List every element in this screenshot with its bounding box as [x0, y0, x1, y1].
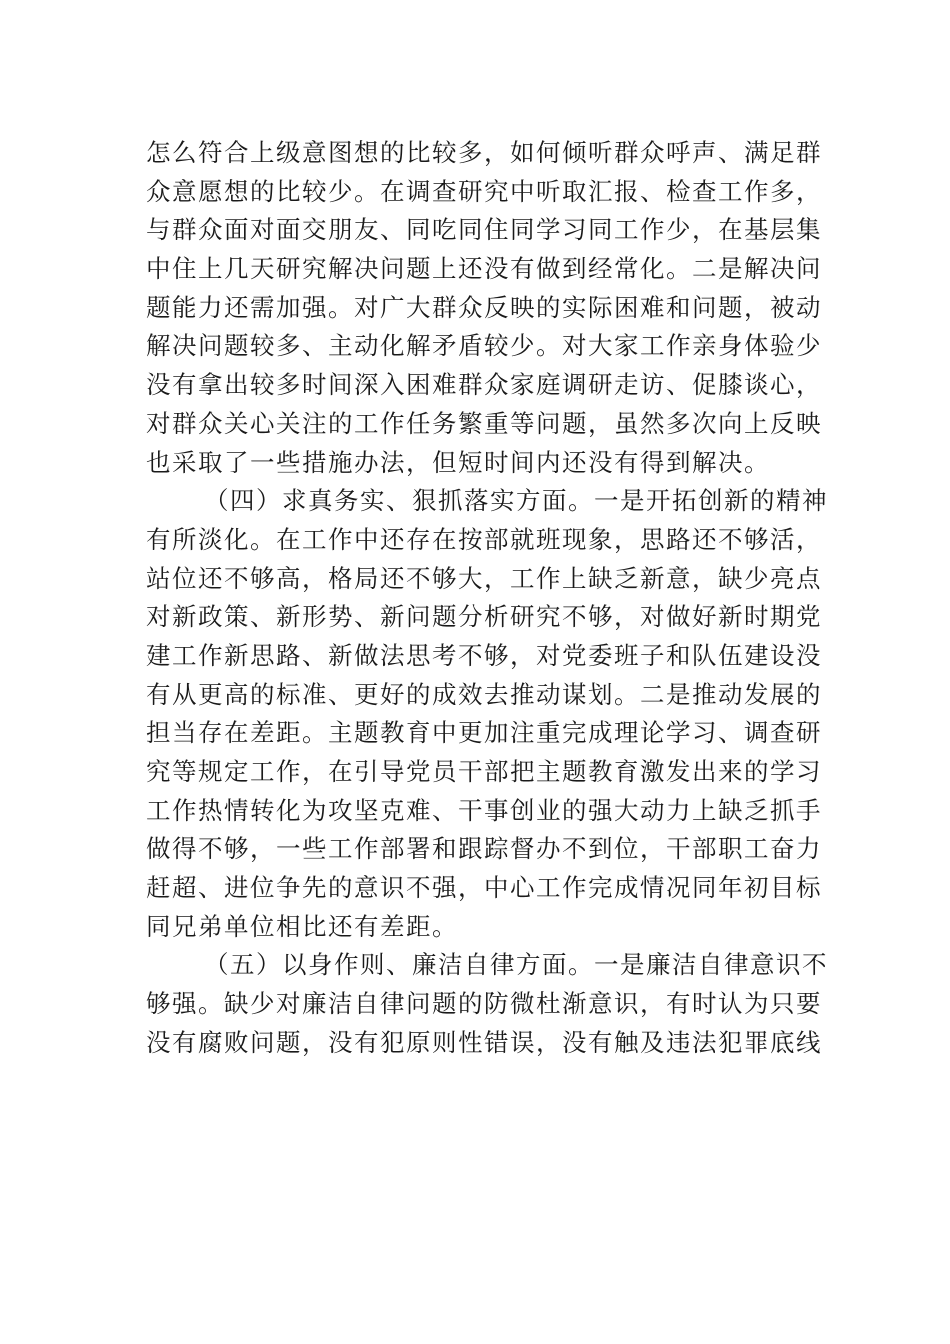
text-line: 解决问题较多、主动化解矛盾较少。对大家工作亲身体验少 [146, 331, 822, 361]
text-line: 没有腐败问题，没有犯原则性错误，没有触及违法犯罪底线 [146, 1027, 822, 1057]
text-line: 对群众关心关注的工作任务繁重等问题，虽然多次向上反映 [146, 408, 822, 438]
text-line: 工作热情转化为攻坚克难、干事创业的强大动力上缺乏抓手 [146, 795, 822, 825]
text-line: 没有拿出较多时间深入困难群众家庭调研走访、促膝谈心， [146, 370, 822, 400]
text-line: 对新政策、新形势、新问题分析研究不够，对做好新时期党 [146, 602, 822, 632]
document-body [146, 134, 828, 1063]
text-line: 有所淡化。在工作中还存在按部就班现象，思路还不够活， [146, 524, 822, 554]
text-line: 站位还不够高，格局还不够大，工作上缺乏新意，缺少亮点 [146, 563, 822, 593]
text-line: 题能力还需加强。对广大群众反映的实际困难和问题，被动 [146, 292, 822, 322]
text-line: 怎么符合上级意图想的比较多，如何倾听群众呼声、满足群 [146, 138, 822, 167]
text-line: 也采取了一些措施办法，但短时间内还没有得到解决。 [146, 447, 770, 477]
text-line: 众意愿想的比较少。在调查研究中听取汇报、检查工作多， [146, 176, 822, 206]
text-line: 赶超、进位争先的意识不强，中心工作完成情况同年初目标 [146, 873, 822, 903]
text-line: 建工作新思路、新做法思考不够，对党委班子和队伍建设没 [146, 640, 822, 670]
paragraph-continuation [146, 134, 822, 482]
section-five-heading-line: （五）以身作则、廉洁自律方面。一是廉洁自律意识不 [204, 950, 828, 980]
text-line: 同兄弟单位相比还有差距。 [146, 911, 458, 941]
text-line: 中住上几天研究解决问题上还没有做到经常化。二是解决问 [146, 254, 822, 284]
text-line: 与群众面对面交朋友、同吃同住同学习同工作少，在基层集 [146, 215, 822, 245]
paragraph-section-four [146, 482, 828, 946]
text-line: 担当存在差距。主题教育中更加注重完成理论学习、调查研 [146, 718, 822, 748]
text-line: 够强。缺少对廉洁自律问题的防微杜渐意识，有时认为只要 [146, 989, 822, 1019]
section-four-heading-line: （四）求真务实、狠抓落实方面。一是开拓创新的精神 [204, 486, 828, 516]
text-line: 究等规定工作，在引导党员干部把主题教育激发出来的学习 [146, 757, 822, 786]
text-line: 有从更高的标准、更好的成效去推动谋划。二是推动发展的 [146, 679, 822, 709]
text-line: 做得不够，一些工作部署和跟踪督办不到位，干部职工奋力 [146, 834, 822, 864]
paragraph-section-five [146, 946, 828, 1062]
